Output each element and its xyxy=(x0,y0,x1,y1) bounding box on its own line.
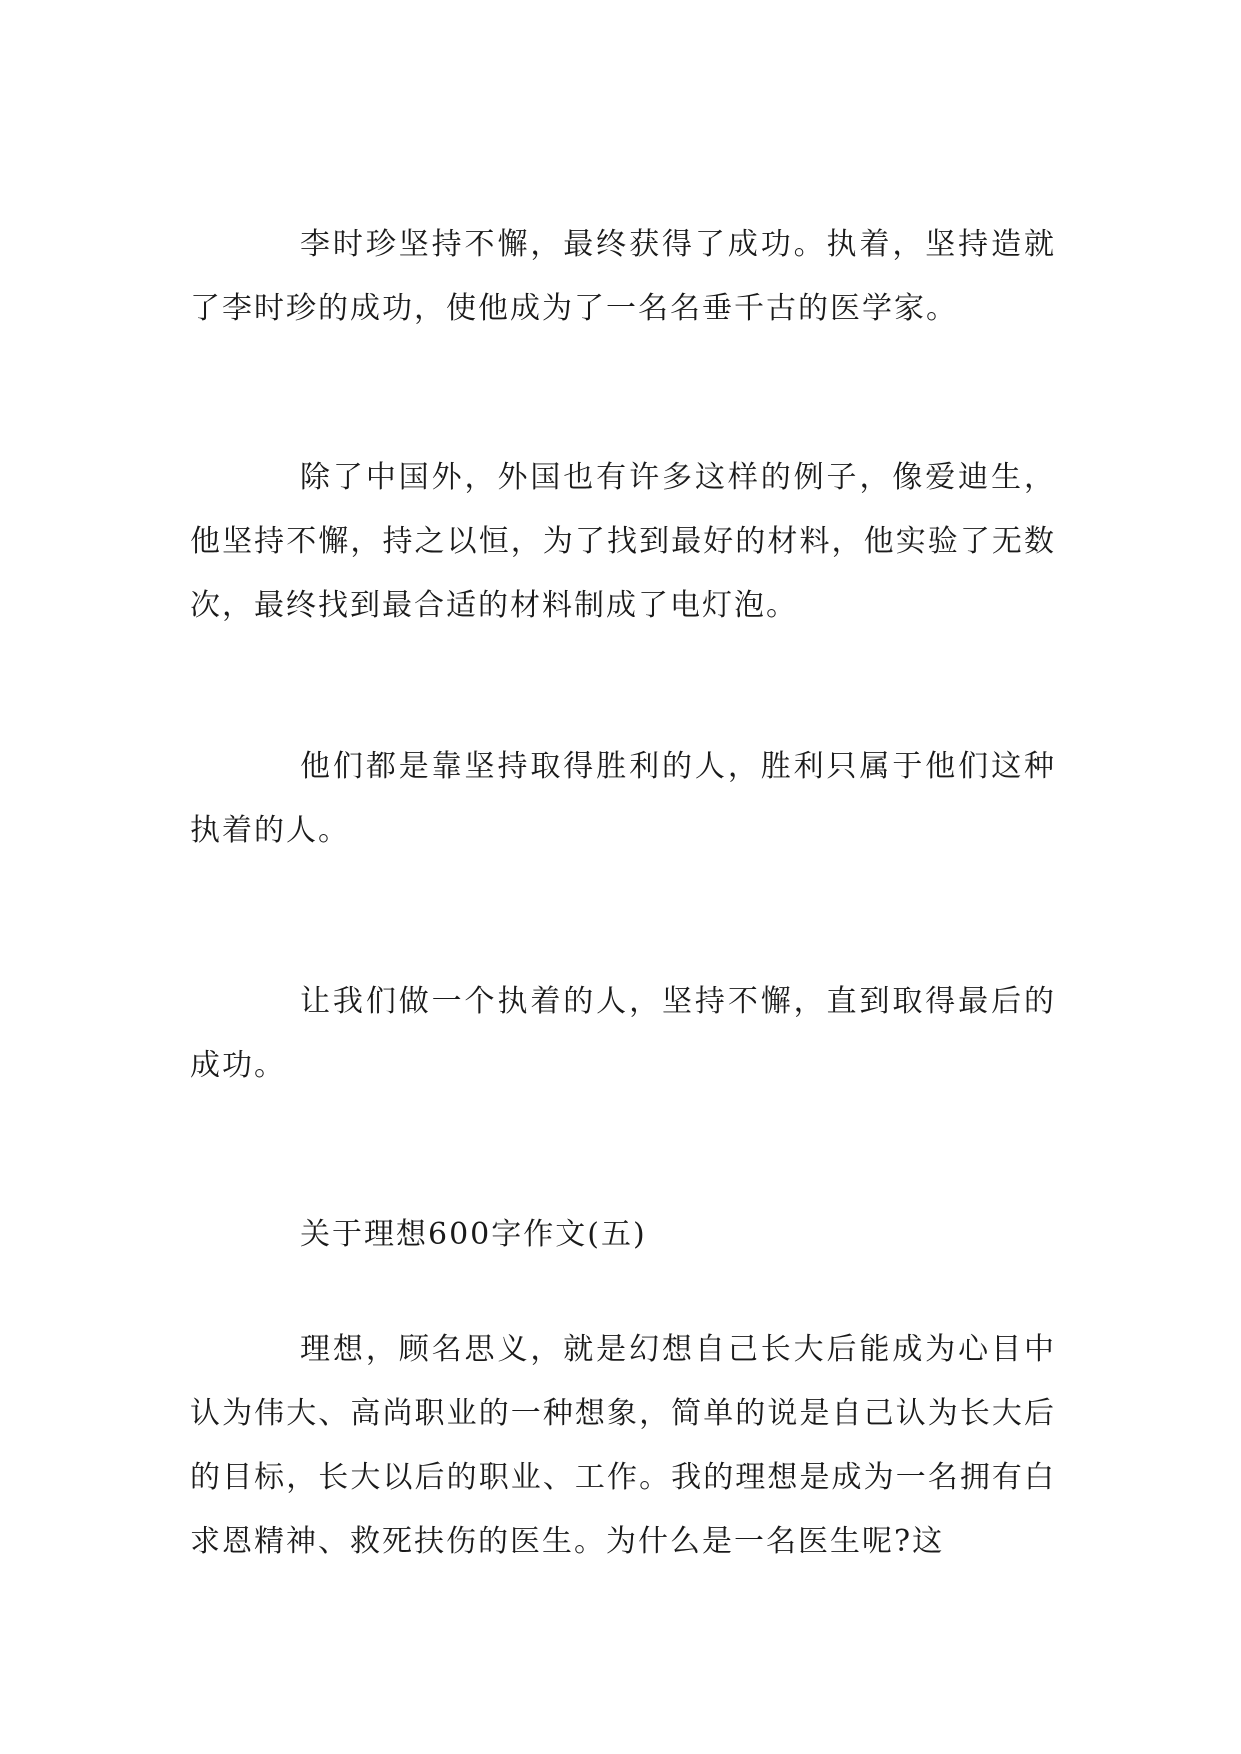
section-heading: 关于理想600字作文(五) xyxy=(300,1217,647,1252)
paragraph-li-shizhen: 李时珍坚持不懈，最终获得了成功。执着，坚持造就了李时珍的成功，使他成为了一名名垂千古的医学家。 xyxy=(190,227,1056,326)
paragraph-ideal: 理想，顾名思义，就是幻想自己长大后能成为心目中认为伟大、高尚职业的一种想象，简单的说是自己认为长大后的目标，长大以后的职业、工作。我的理想是成为一名拥有白求恩精神、救死扶伤的医生。为什么是一名医生呢?这 xyxy=(190,1332,1056,1559)
paragraph-edison: 除了中国外，外国也有许多这样的例子，像爱迪生，他坚持不懈，持之以恒，为了找到最好的材料，他实验了无数次，最终找到最合适的材料制成了电灯泡。 xyxy=(190,460,1056,623)
paragraph-persistence-victory: 他们都是靠坚持取得胜利的人，胜利只属于他们这种执着的人。 xyxy=(190,749,1056,848)
paragraph-be-persistent: 让我们做一个执着的人，坚持不懈，直到取得最后的成功。 xyxy=(190,984,1056,1083)
